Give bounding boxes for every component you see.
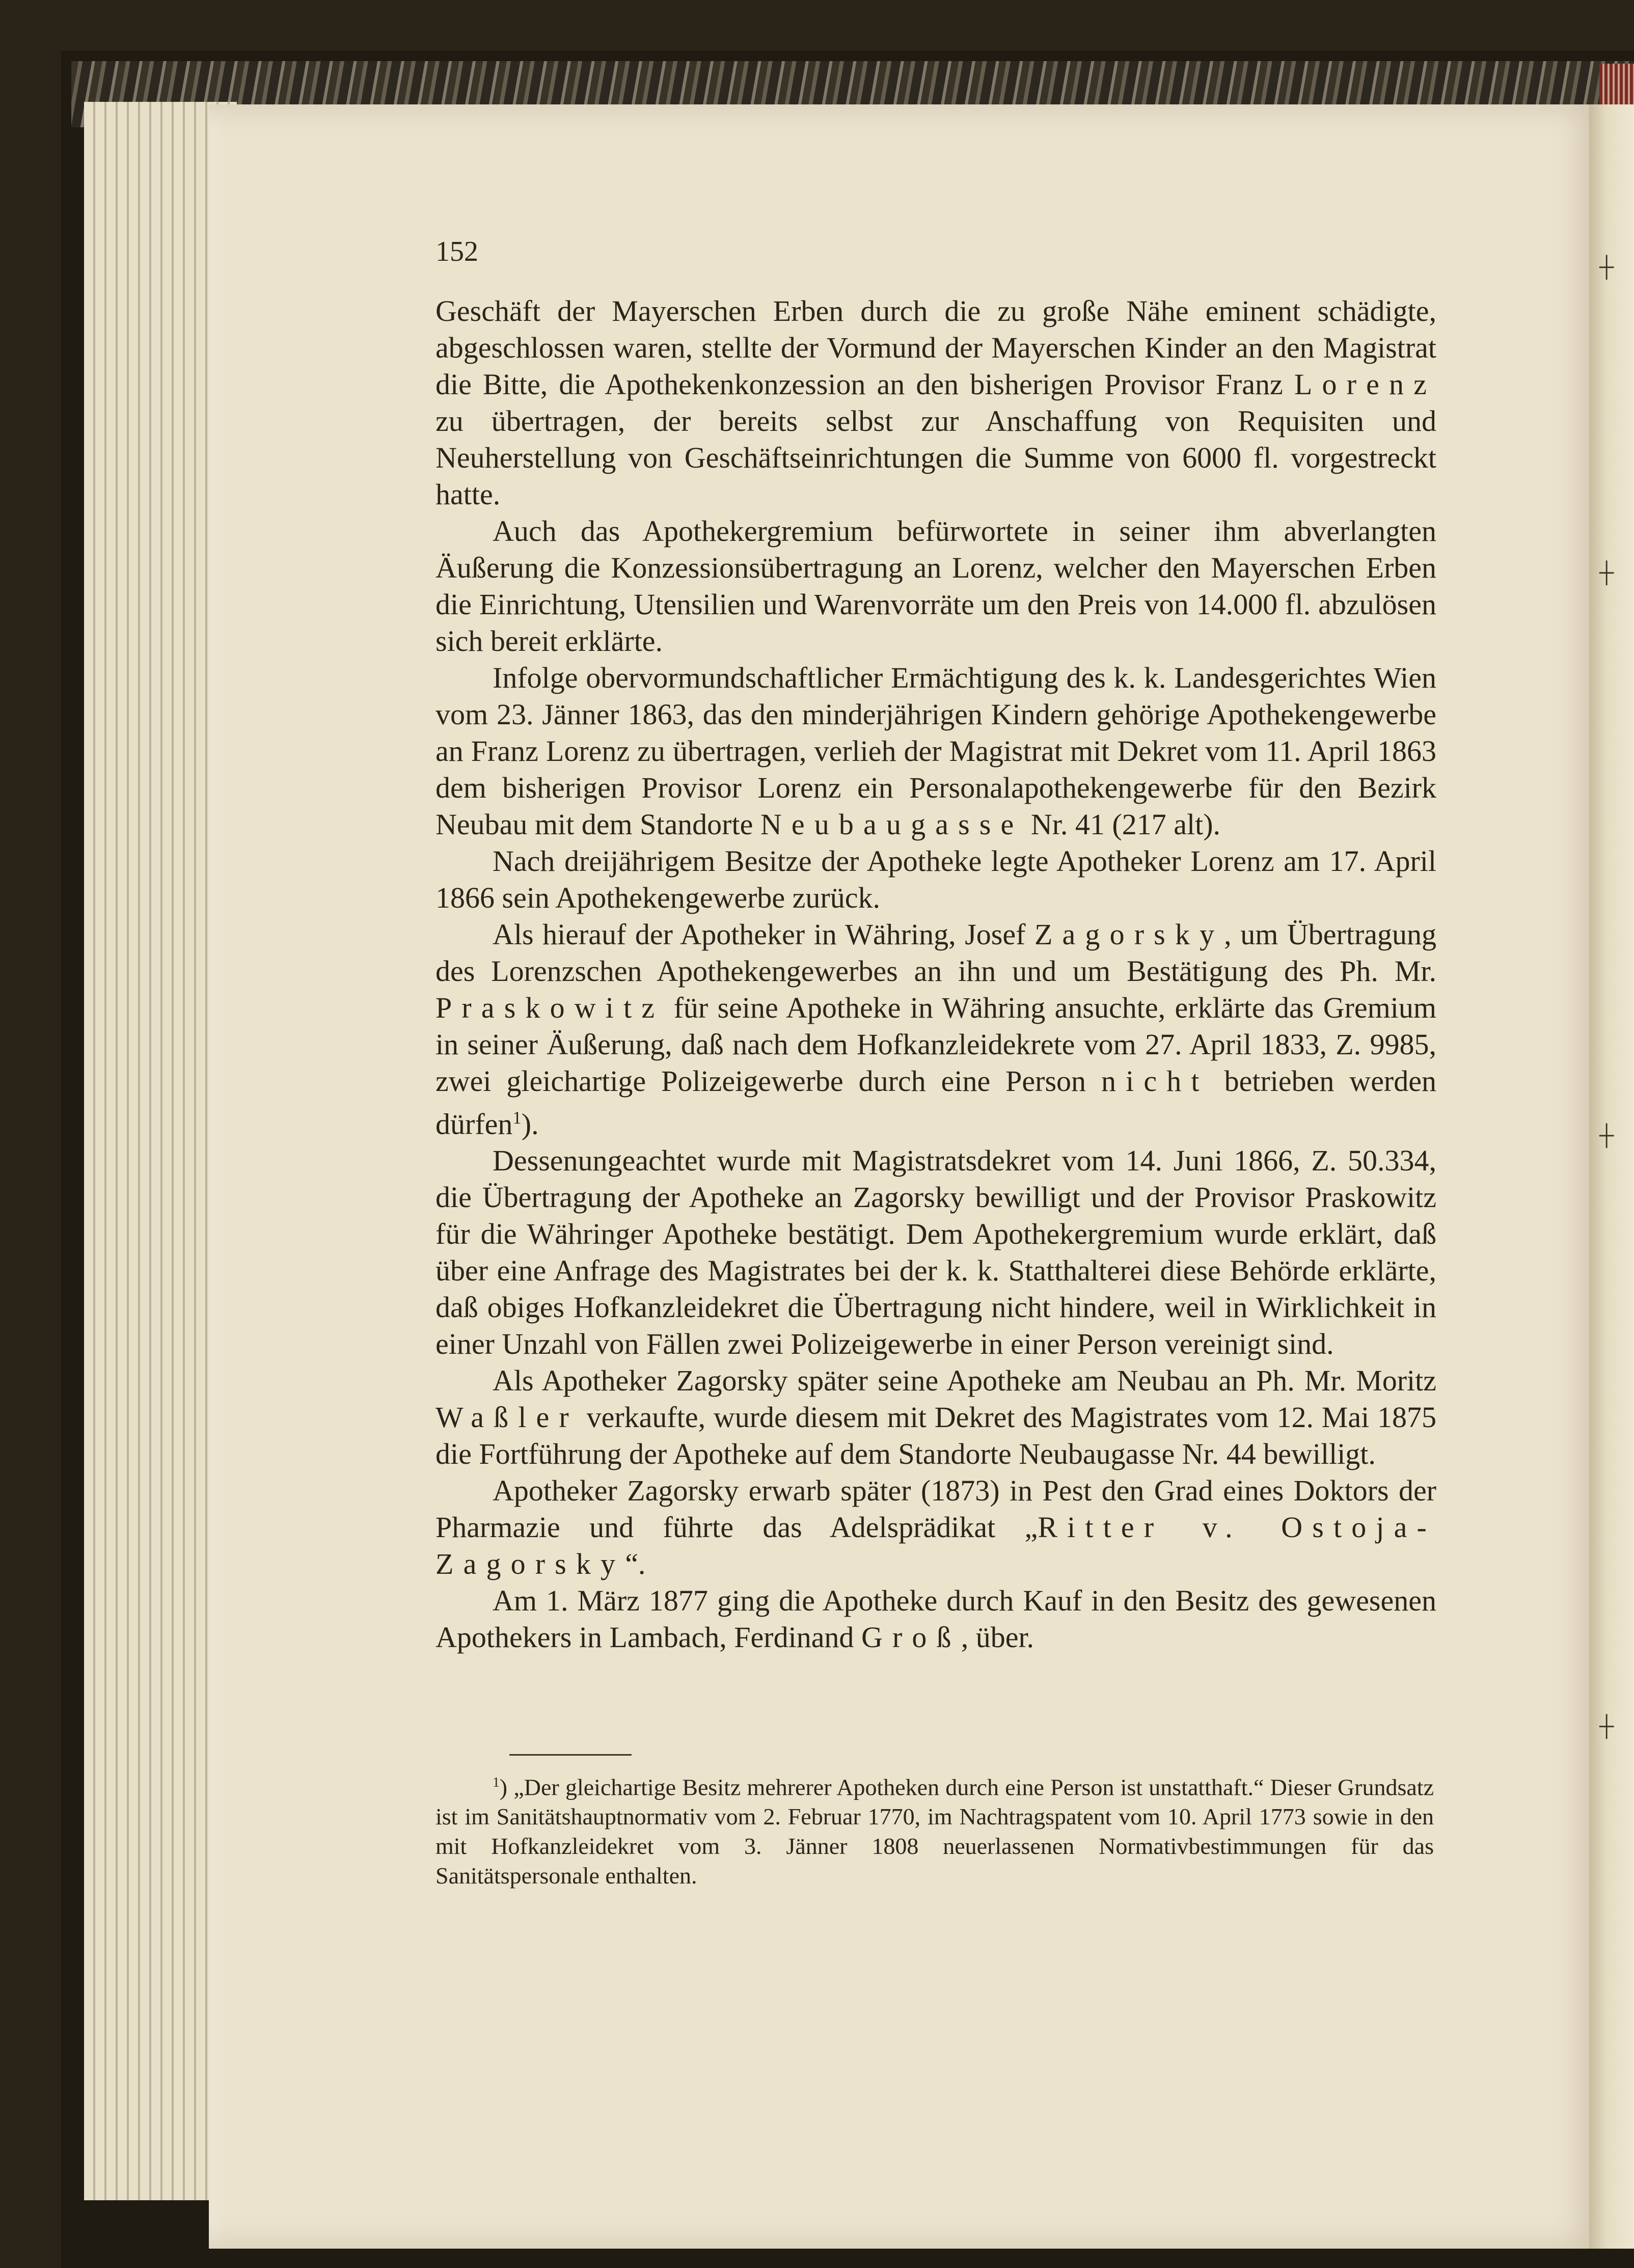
- text-run: betrieben werden dürfen: [435, 1064, 1436, 1141]
- text-run: verkaufte, wurde diesem mit Dekret des Magistrates vom 12. Mai 1875 die Fortführung der Apotheke auf dem Standorte Neubaugasse Nr. 44 bewilligt.: [435, 1401, 1436, 1471]
- paragraph: [435, 1362, 1436, 1472]
- paragraph: [435, 1142, 1436, 1362]
- spaced-name: Groß: [861, 1621, 961, 1654]
- text-run: für seine Apotheke in Währing ansuchte, erklärte das Gremium in seiner Äußerung, daß nach dem Hofkanzleidekrete vom 27. April 1833, Z. 9985, zwei gleichartige Polizeigewerbe durch eine Person: [435, 991, 1436, 1098]
- text-run: Apotheker Zagorsky erwarb später (1873) in Pest den Grad eines Doktors der Pharmazie und führte das Adelsprädikat „: [435, 1474, 1436, 1544]
- body-text: [435, 293, 1436, 1656]
- text-run: ).: [521, 1107, 539, 1141]
- footnote-rule: [509, 1754, 632, 1756]
- paragraph: [435, 1582, 1436, 1656]
- footnote-text: ) „Der gleichartige Besitz mehrerer Apotheken durch eine Person ist unstatthaft.“ Dieser Grundsatz ist im Sanitätshauptnormativ vom 2. Februar 1770, im Nachtragspatent vom 10. April 1773 sowie in den mit Hofkanzleidekret vom 3. Jänner 1808 neuerlassenen Normativbestimmungen für das Sanitätspersonale enthalten.: [435, 1774, 1434, 1889]
- text-run: Geschäft der Mayerschen Erben durch die zu große Nähe eminent schädigte, abgeschlossen waren, stellte der Vormund der Mayerschen Kinder an den Magistrat die Bitte, die Apothekenkonzession an den bisherigen Provisor Franz: [435, 294, 1436, 401]
- text-run: Als Apotheker Zagorsky später seine Apotheke am Neubau an Ph. Mr. Moritz: [493, 1364, 1436, 1398]
- paragraph: [435, 513, 1436, 660]
- binding-stitch-mark: ┼: [1599, 1714, 1614, 1737]
- footnote: [435, 1767, 1434, 1891]
- spaced-name: Waßler: [435, 1401, 579, 1434]
- text-run: , über.: [961, 1621, 1034, 1654]
- text-run: Auch das Apothekergremium befürwortete in seiner ihm abverlangten Äußerung die Konzessionsübertragung an Lorenz, welcher den Mayerschen Erben die Einrichtung, Utensilien und Warenvorräte um den Preis von 14.000 fl. abzulösen sich bereit erklärte.: [435, 514, 1436, 658]
- paragraph: [435, 660, 1436, 843]
- footnote-marker: 1: [493, 1774, 500, 1790]
- text-run: Infolge obervormundschaftlicher Ermächtigung des k. k. Landesgerichtes Wien vom 23. Jänner 1863, das den minderjährigen Kindern gehörige Apothekengewerbe an Franz Lorenz zu übertragen, verlieh der Magistrat mit Dekret vom 11. April 1863 dem bisherigen Provisor Lorenz ein Personalapothekengewerbe für den Bezirk Neubau mit dem Standorte: [435, 661, 1436, 841]
- binding-stitch-mark: ┼: [1599, 1124, 1614, 1146]
- text-run: Nach dreijährigem Besitze der Apotheke legte Apotheker Lorenz am 17. April 1866 sein Apothekengewerbe zurück.: [435, 844, 1436, 914]
- spaced-name: Ritter v. Ostoja-Zagorsky: [435, 1511, 1436, 1581]
- text-run: Nr. 41 (217 alt).: [1023, 808, 1221, 841]
- text-run: Als hierauf der Apotheker in Währing, Josef: [493, 918, 1034, 951]
- paragraph: [435, 293, 1436, 513]
- text-run: , um Übertragung des Lorenzschen Apothekengewerbes an ihn und um Bestätigung des Ph. Mr.: [435, 918, 1436, 988]
- paragraph: [435, 916, 1436, 1142]
- page-gutter: [1589, 104, 1634, 2249]
- text-run: “.: [625, 1547, 646, 1581]
- text-run: Dessenungeachtet wurde mit Magistratsdekret vom 14. Juni 1866, Z. 50.334, die Übertragung der Apotheke an Zagorsky bewilligt und der Provisor Praskowitz für die Währinger Apotheke bestätigt. Dem Apothekergremium wurde erklärt, daß über eine Anfrage des Magistrates bei der k. k. Statthalterei diese Behörde erklärte, daß obiges Hofkanzleidekret die Übertragung nicht hindere, weil in Wirklichkeit in einer Unzahl von Fällen zwei Polizeigewerbe in einer Person vereinigt sind.: [435, 1144, 1436, 1361]
- footnote-reference: 1: [512, 1108, 522, 1128]
- binding-stitch-mark: ┼: [1599, 255, 1614, 278]
- spaced-name: Praskowitz: [435, 991, 665, 1024]
- red-page-edge: [1599, 64, 1634, 110]
- spaced-name: Neubaugasse: [760, 808, 1024, 841]
- paragraph: [435, 843, 1436, 916]
- page-number: 152: [435, 236, 478, 267]
- paragraph: [435, 1472, 1436, 1582]
- text-run: zu übertragen, der bereits selbst zur Anschaffung von Requisiten und Neuherstellung von Geschäftseinrichtungen die Summe von 6000 fl. vorgestreckt hatte.: [435, 404, 1436, 511]
- spaced-name: Zagorsky: [1034, 918, 1224, 951]
- binding-stitch-mark: ┼: [1599, 561, 1614, 584]
- spaced-name: Lorenz: [1294, 368, 1436, 401]
- spaced-name: nicht: [1101, 1064, 1209, 1098]
- text-run: Am 1. März 1877 ging die Apotheke durch Kauf in den Besitz des gewesenen Apothekers in Lambach, Ferdinand: [435, 1584, 1436, 1654]
